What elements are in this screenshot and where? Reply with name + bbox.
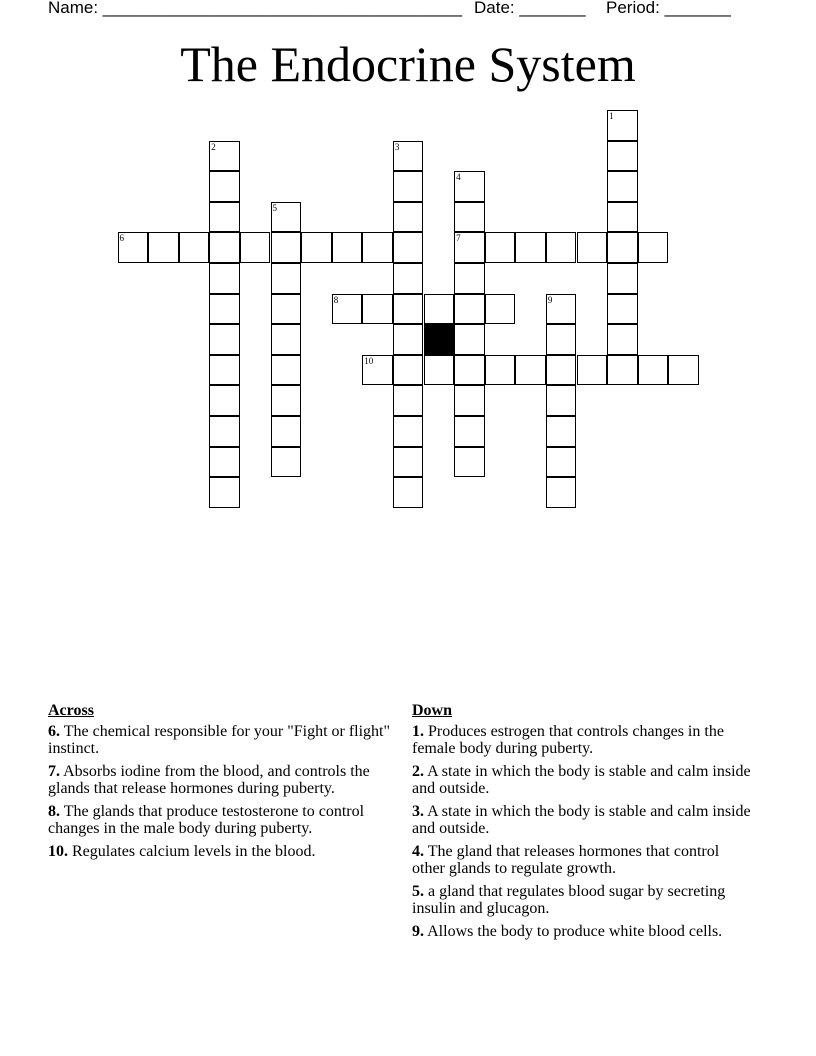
crossword-cell[interactable] [362, 355, 393, 386]
crossword-cell[interactable] [393, 141, 424, 172]
crossword-cell[interactable] [485, 294, 516, 325]
crossword-cell[interactable] [179, 232, 210, 263]
clue-number: 7 [456, 233, 461, 244]
crossword-cell[interactable] [454, 294, 485, 325]
crossword-cell[interactable] [607, 141, 638, 172]
crossword-cell[interactable] [607, 263, 638, 294]
crossword-cell[interactable] [271, 232, 302, 263]
clue-text: A state in which the body is stable and calm inside and outside. [412, 803, 751, 837]
crossword-cell[interactable] [546, 477, 577, 508]
crossword-cell[interactable] [271, 294, 302, 325]
clue-number: 10 [364, 355, 374, 366]
crossword-cell[interactable] [546, 324, 577, 355]
crossword-cell[interactable] [424, 355, 455, 386]
crossword-cell[interactable] [424, 294, 455, 325]
crossword-cell[interactable] [454, 171, 485, 202]
clue-number: 4 [456, 172, 461, 183]
clue-text: The glands that produce testosterone to control changes in the male body during puberty. [48, 803, 365, 837]
crossword-cell[interactable] [271, 324, 302, 355]
down-clue [412, 723, 752, 757]
across-clue [48, 843, 400, 860]
clue-number: 6. [48, 723, 60, 740]
crossword-cell[interactable] [393, 324, 424, 355]
crossword-cell[interactable] [209, 416, 240, 447]
crossword-cell[interactable] [454, 232, 485, 263]
across-clue-list [48, 723, 400, 860]
crossword-cell[interactable] [607, 324, 638, 355]
crossword-cell[interactable] [638, 232, 669, 263]
across-clue [48, 763, 400, 797]
crossword-cell[interactable] [393, 171, 424, 202]
crossword-cell[interactable] [485, 355, 516, 386]
crossword-cell[interactable] [607, 355, 638, 386]
crossword-cell[interactable] [607, 110, 638, 141]
crossword-cell[interactable] [271, 416, 302, 447]
down-clue [412, 923, 752, 940]
crossword-cell[interactable] [546, 447, 577, 478]
crossword-cell[interactable] [393, 416, 424, 447]
crossword-cell[interactable] [209, 294, 240, 325]
crossword-cell[interactable] [148, 232, 179, 263]
across-clue [48, 803, 400, 837]
down-clue-list [412, 723, 752, 940]
crossword-cell[interactable] [393, 385, 424, 416]
clue-number: 7. [48, 763, 60, 780]
down-clue [412, 803, 752, 837]
crossword-cell[interactable] [607, 171, 638, 202]
crossword-cell[interactable] [454, 202, 485, 233]
crossword-cell[interactable] [393, 263, 424, 294]
crossword-cell[interactable] [209, 385, 240, 416]
clue-text: Produces estrogen that controls changes in the female body during puberty. [412, 723, 724, 757]
crossword-cell[interactable] [362, 232, 393, 263]
crossword-cell[interactable] [118, 232, 149, 263]
crossword-cell[interactable] [209, 477, 240, 508]
clue-number: 10. [48, 843, 68, 860]
down-clue [412, 883, 752, 917]
crossword-cell[interactable] [209, 355, 240, 386]
period-field[interactable]: Period: _______ [606, 0, 731, 17]
clue-text: The chemical responsible for your "Fight or flight" instinct. [48, 723, 391, 757]
crossword-cell[interactable] [209, 202, 240, 233]
clue-number: 5. [412, 883, 424, 900]
crossword-cell[interactable] [607, 232, 638, 263]
crossword-cell[interactable] [209, 324, 240, 355]
crossword-cell[interactable] [454, 447, 485, 478]
crossword-cell[interactable] [577, 232, 608, 263]
crossword-cell[interactable] [332, 294, 363, 325]
crossword-cell[interactable] [362, 294, 393, 325]
name-field[interactable]: Name: ______________________________________ [48, 0, 463, 17]
down-clue [412, 843, 752, 877]
crossword-cell[interactable] [209, 447, 240, 478]
across-heading: Across [48, 702, 94, 719]
crossword-cell[interactable] [454, 416, 485, 447]
clue-text: a gland that regulates blood sugar by secreting insulin and glucagon. [412, 883, 726, 917]
clue-number: 8 [333, 294, 339, 305]
clue-number: 2. [412, 763, 424, 780]
page-title: The Endocrine System [180, 36, 636, 92]
down-clues [412, 702, 752, 946]
crossword-cell[interactable] [393, 477, 424, 508]
crossword-cell[interactable] [393, 355, 424, 386]
clue-text: Allows the body to produce white blood cells. [424, 923, 723, 940]
across-clues [48, 702, 400, 866]
clue-number: 8. [48, 803, 60, 820]
crossword-cell[interactable] [515, 232, 546, 263]
crossword-cell[interactable] [209, 171, 240, 202]
crossword-cell[interactable] [393, 232, 424, 263]
across-clue [48, 723, 400, 757]
crossword-cell[interactable] [393, 202, 424, 233]
crossword-cell[interactable] [607, 294, 638, 325]
crossword-cell[interactable] [485, 232, 516, 263]
crossword-cell[interactable] [393, 294, 424, 325]
crossword-cell[interactable] [607, 202, 638, 233]
crossword-cell[interactable] [546, 294, 577, 325]
crossword-cell[interactable] [668, 355, 699, 386]
crossword-cell[interactable] [546, 232, 577, 263]
crossword-cell[interactable] [638, 355, 669, 386]
down-clue [412, 763, 752, 797]
clue-number: 1. [412, 723, 424, 740]
crossword-cell[interactable] [209, 232, 240, 263]
crossword-cell[interactable] [454, 385, 485, 416]
clue-text: Regulates calcium levels in the blood. [68, 843, 316, 860]
crossword-cell[interactable] [454, 263, 485, 294]
crossword-cell[interactable] [271, 355, 302, 386]
crossword-cell[interactable] [577, 355, 608, 386]
clue-text: Absorbs iodine from the blood, and controls the glands that release hormones during puberty. [48, 763, 370, 797]
crossword-cell[interactable] [546, 355, 577, 386]
clue-number: 1 [609, 111, 614, 121]
clue-number: 6 [119, 233, 124, 244]
crossword-cell[interactable] [454, 355, 485, 386]
crossword-cell[interactable] [271, 202, 302, 233]
crossword-cell[interactable] [240, 232, 271, 263]
clue-number: 4. [412, 843, 424, 860]
down-heading: Down [412, 702, 453, 719]
crossword-cell[interactable] [271, 385, 302, 416]
crossword-cell[interactable] [515, 355, 546, 386]
crossword-cell[interactable] [271, 263, 302, 294]
crossword-cell[interactable] [393, 447, 424, 478]
clue-number: 9 [547, 294, 553, 305]
crossword-cell[interactable] [546, 416, 577, 447]
clue-number: 3. [412, 803, 424, 820]
black-cell [424, 324, 455, 355]
clue-text: The gland that releases hormones that control other glands to regulate growth. [412, 843, 720, 877]
crossword-cell[interactable] [271, 447, 302, 478]
clue-number: 9. [412, 923, 424, 940]
crossword-cell[interactable] [332, 232, 363, 263]
clue-number: 5 [272, 202, 277, 213]
crossword-cell[interactable] [209, 141, 240, 172]
clue-number: 3 [394, 141, 400, 152]
crossword-cell[interactable] [209, 263, 240, 294]
crossword-cell[interactable] [546, 385, 577, 416]
clue-text: A state in which the body is stable and calm inside and outside. [412, 763, 751, 797]
crossword-cell[interactable] [454, 324, 485, 355]
clue-number: 2 [211, 141, 216, 152]
date-field[interactable]: Date: _______ [474, 0, 586, 17]
crossword-cell[interactable] [301, 232, 332, 263]
